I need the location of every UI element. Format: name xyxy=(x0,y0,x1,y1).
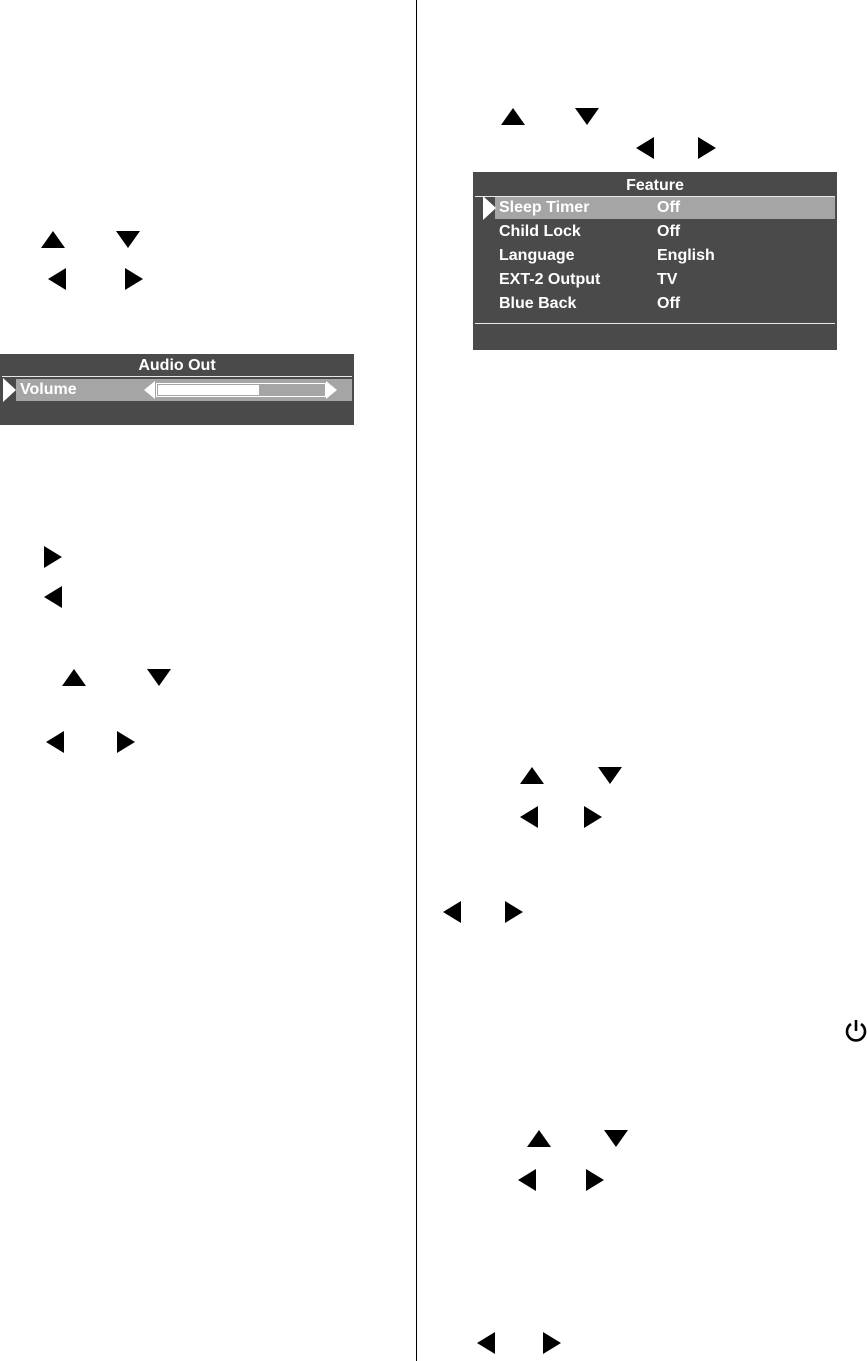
right-arrow-icon xyxy=(586,1169,604,1191)
volume-slider-fill xyxy=(158,385,259,395)
menu-row-label: Language xyxy=(499,247,575,264)
menu-row-label: Sleep Timer xyxy=(499,199,590,216)
right-arrow-icon xyxy=(44,546,62,568)
down-arrow-icon xyxy=(575,108,599,125)
volume-increase-icon[interactable] xyxy=(326,381,337,399)
volume-label: Volume xyxy=(20,381,77,398)
power-icon xyxy=(843,1018,867,1046)
audio-out-menu xyxy=(0,354,354,425)
right-arrow-icon xyxy=(698,137,716,159)
selection-pointer-icon xyxy=(3,378,16,402)
menu-row-value: English xyxy=(657,247,715,264)
menu-footer-divider xyxy=(475,323,835,324)
left-arrow-icon xyxy=(520,806,538,828)
menu-row-label: Blue Back xyxy=(499,295,577,312)
menu-row-child-lock[interactable] xyxy=(473,220,837,244)
left-arrow-icon xyxy=(636,137,654,159)
menu-row-value: Off xyxy=(657,199,681,216)
left-arrow-icon xyxy=(518,1169,536,1191)
down-arrow-icon xyxy=(604,1130,628,1147)
down-arrow-icon xyxy=(116,231,140,248)
selection-pointer-icon xyxy=(483,196,496,220)
volume-slider[interactable] xyxy=(156,383,326,397)
menu-row-label: Child Lock xyxy=(499,223,581,240)
menu-row-value: TV xyxy=(657,271,678,288)
down-arrow-icon xyxy=(147,669,171,686)
up-arrow-icon xyxy=(62,669,86,686)
menu-divider xyxy=(2,376,352,377)
up-arrow-icon xyxy=(527,1130,551,1147)
menu-row-label: EXT-2 Output xyxy=(499,271,601,288)
menu-row-value: Off xyxy=(657,295,681,312)
right-arrow-icon xyxy=(117,731,135,753)
up-arrow-icon xyxy=(501,108,525,125)
up-arrow-icon xyxy=(520,767,544,784)
column-divider xyxy=(416,0,417,1361)
right-arrow-icon xyxy=(584,806,602,828)
volume-decrease-icon[interactable] xyxy=(144,381,155,399)
left-arrow-icon xyxy=(44,586,62,608)
feature-menu xyxy=(473,172,837,350)
menu-row-sleep-timer[interactable] xyxy=(473,196,837,220)
left-arrow-icon xyxy=(477,1332,495,1354)
feature-title: Feature xyxy=(626,177,684,194)
left-arrow-icon xyxy=(46,731,64,753)
menu-row-value: Off xyxy=(657,223,681,240)
left-arrow-icon xyxy=(48,268,66,290)
up-arrow-icon xyxy=(41,231,65,248)
right-arrow-icon xyxy=(505,901,523,923)
right-arrow-icon xyxy=(543,1332,561,1354)
down-arrow-icon xyxy=(598,767,622,784)
right-arrow-icon xyxy=(125,268,143,290)
volume-row[interactable] xyxy=(0,378,354,402)
left-arrow-icon xyxy=(443,901,461,923)
audio-out-title: Audio Out xyxy=(138,357,216,374)
menu-row-blue-back[interactable] xyxy=(473,292,837,316)
menu-row-ext2-output[interactable] xyxy=(473,268,837,292)
menu-row-language[interactable] xyxy=(473,244,837,268)
